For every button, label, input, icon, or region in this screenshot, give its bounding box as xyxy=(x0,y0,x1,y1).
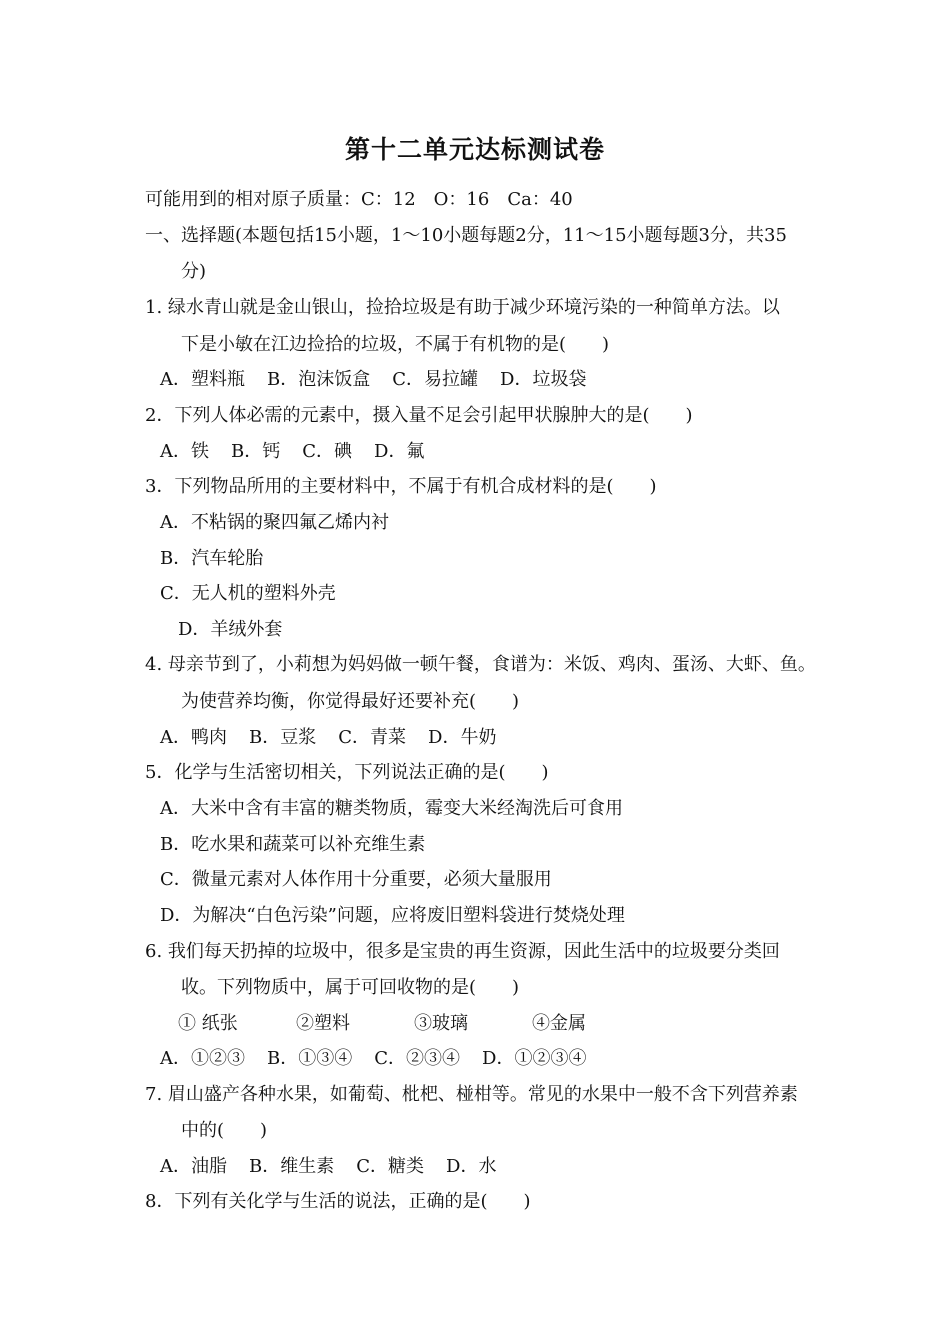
question-5: 5．化学与生活密切相关，下列说法正确的是( ) xyxy=(145,762,549,783)
option-b: B．泡沫饭盒 xyxy=(267,369,371,390)
option-d: D．氟 xyxy=(374,441,425,462)
question-3-option-d: D．羊绒外套 xyxy=(178,619,283,640)
option-d: D．牛奶 xyxy=(428,727,497,748)
option-c: C．青菜 xyxy=(338,727,407,748)
question-3-option-c: C．无人机的塑料外壳 xyxy=(160,583,336,604)
option-b: B．豆浆 xyxy=(249,727,317,748)
question-5-option-c: C．微量元素对人体作用十分重要，必须大量服用 xyxy=(160,869,552,890)
question-4-cont: 为使营养均衡，你觉得最好还要补充( ) xyxy=(181,691,520,712)
option-a: A．塑料瓶 xyxy=(160,369,245,390)
question-6-cont: 收。下列物质中，属于可回收物的是( ) xyxy=(181,977,520,998)
question-4: 4. 母亲节到了，小莉想为妈妈做一顿午餐，食谱为：米饭、鸡肉、蛋汤、大虾、鱼。 xyxy=(145,654,816,675)
atomic-mass-note: 可能用到的相对原子质量：C：12 O：16 Ca：40 xyxy=(145,189,573,210)
option-b: B．①③④ xyxy=(267,1048,353,1069)
question-7: 7. 眉山盛产各种水果，如葡萄、枇杷、椪柑等。常见的水果中一般不含下列营养素 xyxy=(145,1084,798,1105)
question-1-cont: 下是小敏在江边捡拾的垃圾，不属于有机物的是( ) xyxy=(181,334,610,355)
question-6-items xyxy=(178,1012,650,1036)
option-d: D．①②③④ xyxy=(482,1048,587,1069)
option-c: C．易拉罐 xyxy=(392,369,479,390)
question-7-cont: 中的( ) xyxy=(181,1120,268,1141)
option-d: D．垃圾袋 xyxy=(500,369,587,390)
question-3-option-b: B．汽车轮胎 xyxy=(160,548,264,569)
question-4-options xyxy=(160,726,496,750)
section-heading-cont: 分) xyxy=(181,261,207,282)
question-6: 6. 我们每天扔掉的垃圾中，很多是宝贵的再生资源，因此生活中的垃圾要分类回 xyxy=(145,941,780,962)
option-c: C．碘 xyxy=(302,441,353,462)
option-d: D．水 xyxy=(446,1156,497,1177)
section-heading: 一、选择题(本题包括15小题，1～10小题每题2分，11～15小题每题3分，共35 xyxy=(145,225,787,246)
option-b: B．维生素 xyxy=(249,1156,335,1177)
item-4: ④金属 xyxy=(532,1013,586,1034)
question-3-option-a: A．不粘锅的聚四氟乙烯内衬 xyxy=(160,512,389,533)
question-1-options xyxy=(160,368,586,392)
question-8: 8．下列有关化学与生活的说法，正确的是( ) xyxy=(145,1191,531,1212)
item-2: ②塑料 xyxy=(296,1013,350,1034)
question-6-options xyxy=(160,1047,586,1071)
page-title: 第十二单元达标测试卷 xyxy=(344,135,605,164)
item-3: ③玻璃 xyxy=(414,1013,468,1034)
item-1: ① 纸张 xyxy=(178,1013,238,1034)
question-2-options xyxy=(160,440,424,464)
question-1: 1. 绿水青山就是金山银山，捡拾垃圾是有助于减少环境污染的一种简单方法。以 xyxy=(145,297,780,318)
option-a: A．①②③ xyxy=(160,1048,245,1069)
question-5-option-a: A．大米中含有丰富的糖类物质，霉变大米经淘洗后可食用 xyxy=(160,798,623,819)
question-5-option-b: B．吃水果和蔬菜可以补充维生素 xyxy=(160,834,426,855)
option-b: B．钙 xyxy=(231,441,281,462)
option-c: C．糖类 xyxy=(356,1156,425,1177)
option-a: A．鸭肉 xyxy=(160,727,227,748)
question-5-option-d: D．为解决“白色污染”问题，应将废旧塑料袋进行焚烧处理 xyxy=(160,905,625,926)
option-a: A．铁 xyxy=(160,441,209,462)
question-7-options xyxy=(160,1155,496,1179)
question-3: 3．下列物品所用的主要材料中，不属于有机合成材料的是( ) xyxy=(145,476,657,497)
option-c: C．②③④ xyxy=(374,1048,461,1069)
question-2: 2．下列人体必需的元素中，摄入量不足会引起甲状腺肿大的是( ) xyxy=(145,405,693,426)
option-a: A．油脂 xyxy=(160,1156,227,1177)
